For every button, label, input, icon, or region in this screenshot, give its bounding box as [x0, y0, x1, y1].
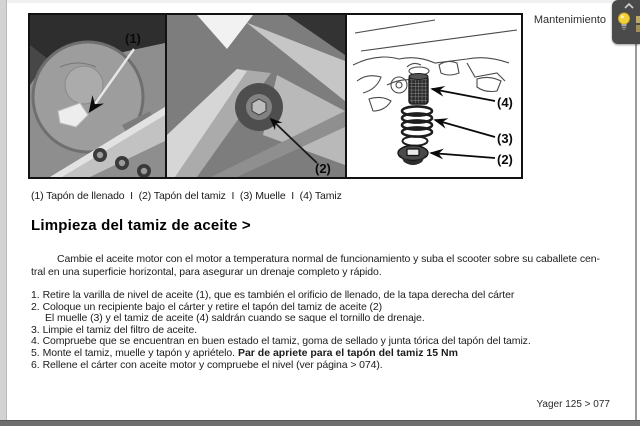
step-number: 6. — [31, 358, 40, 371]
step-number: 3. — [31, 323, 40, 336]
underside-photo — [167, 15, 345, 177]
window-left-edge — [0, 0, 7, 426]
step-text: Coloque un recipiente bajo el cárter y retire el tapón del tamiz de aceite (2) — [42, 300, 383, 313]
step-number: 1. — [31, 289, 40, 301]
window-right-edge — [635, 0, 640, 426]
engine-cover-photo — [30, 15, 165, 177]
figure-caption: (1) Tapón de llenado I (2) Tapón del tamiz I (3) Muelle I (4) Tamiz — [31, 190, 342, 202]
figure-filler-plug-photo — [28, 13, 167, 179]
paragraph-line: Cambie el aceite motor con el motor a temperatura normal de funcionamiento y suba el scooter sobre su caballete cen- — [57, 253, 600, 265]
window-top-edge — [7, 0, 640, 3]
toolbar-panel[interactable] — [612, 0, 640, 44]
page-reference: Yager 125 > 077 — [536, 399, 610, 410]
figure-label-2b: (2) — [497, 152, 513, 167]
step-text: Compruebe que se encuentran en buen estado el tamiz, goma de sellado y junta tórica del tapón del tamiz. — [42, 335, 531, 348]
list-item — [31, 360, 616, 372]
figure-label-2: (2) — [315, 161, 331, 176]
step-number: 4. — [31, 335, 40, 348]
exploded-diagram — [347, 15, 521, 177]
step-text: Retire la varilla de nivel de aceite (1), que es también el orificio de llenado, de la tapa derecha del cárter — [42, 289, 515, 301]
cutoff-tooltip-fragment — [636, 16, 640, 32]
step-text: Rellene el cárter con aceite motor y compruebe el nivel (ver página > 074). — [42, 358, 383, 371]
step-text: Monte el tamiz, muelle y tapón y apriételo. — [42, 346, 235, 359]
step-number: 5. — [31, 346, 40, 359]
figure-label-4: (4) — [497, 95, 513, 110]
step-number: 2. — [31, 300, 40, 313]
figure-exploded-diagram — [345, 13, 523, 179]
torque-spec: Par de apriete para el tapón del tamiz 15 Nm — [237, 346, 458, 359]
lightbulb-icon[interactable] — [617, 12, 631, 32]
page-title: Limpieza del tamiz de aceite > — [31, 217, 251, 234]
figure-label-1: (1) — [125, 31, 141, 46]
paragraph-line: tral en una superficie horizontal, para asegurar un drenaje completo y rápido. — [31, 266, 382, 278]
chevron-up-icon[interactable] — [624, 3, 634, 9]
step-text: Limpie el tamiz del filtro de aceite. — [42, 323, 198, 336]
intro-paragraph — [31, 253, 612, 279]
window-bottom-bar — [0, 420, 640, 426]
list-item-continuation: El muelle (3) y el tamiz de aceite (4) saldrán cuando se saque el tornillo de drenaje. — [45, 312, 425, 325]
figure-label-3: (3) — [497, 131, 513, 146]
procedure-list — [31, 290, 616, 371]
section-label: Mantenimiento — [533, 14, 606, 26]
figure-strainer-cap-photo — [165, 13, 347, 179]
